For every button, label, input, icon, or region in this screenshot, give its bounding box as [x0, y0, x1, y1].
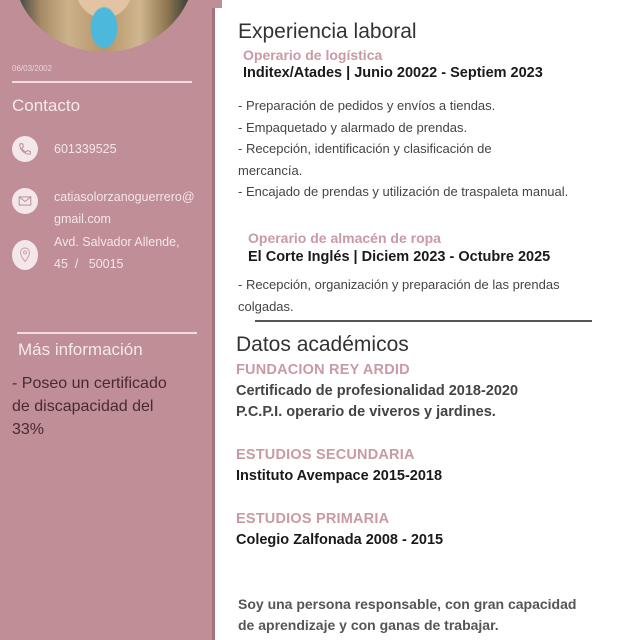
address-line-2: 45 / 50015: [54, 257, 124, 271]
education-title: Datos académicos: [236, 333, 409, 356]
job-title: Operario de logística: [243, 47, 383, 63]
bullet-item: - Recepción, organización y preparación de las prendas colgadas.: [238, 277, 560, 314]
phone-number: 601339525: [54, 142, 117, 156]
profile-photo: [14, 0, 194, 52]
bullet-item: - Encajado de prendas y utilización de traspaleta manual.: [238, 184, 569, 199]
email-line-2: gmail.com: [54, 212, 111, 226]
section-divider: [255, 320, 592, 322]
bullet-item: - Preparación de pedidos y envíos a tiendas.: [238, 98, 496, 113]
location-pin-icon: [12, 240, 38, 270]
email-address[interactable]: [54, 186, 195, 230]
edu-institution: FUNDACION REY ARDID: [236, 362, 410, 378]
sidebar-tab: [200, 0, 222, 8]
experience-title: Experiencia laboral: [238, 20, 417, 43]
birth-date: 06/03/2002: [12, 64, 53, 73]
sidebar: [0, 0, 215, 640]
contact-title: Contacto: [12, 96, 81, 115]
edu-line: Colegio Zalfonada 2008 - 2015: [236, 532, 444, 548]
job-meta: Inditex/Atades | Junio 20022 - Septiem 2023: [243, 65, 543, 81]
job-title: Operario de almacén de ropa: [248, 230, 441, 246]
edu-line: P.C.P.I. operario de viveros y jardines.: [236, 404, 496, 420]
edu-institution: ESTUDIOS SECUNDARIA: [236, 447, 415, 463]
address-line-1: Avd. Salvador Allende,: [54, 235, 180, 249]
edu-line: Certificado de profesionalidad 2018-2020: [236, 383, 519, 399]
phone-icon: [12, 136, 38, 162]
edu-line: Instituto Avempace 2015-2018: [236, 468, 443, 484]
mail-icon: [12, 188, 38, 214]
email-line-1: catiasolorzanoguerrero@: [54, 190, 195, 204]
contact-address: [12, 231, 180, 275]
address: [54, 231, 180, 275]
bullet-item: - Recepción, identificación y clasificación de mercancía.: [238, 141, 492, 178]
contact-email: [12, 186, 195, 230]
divider: [17, 332, 197, 334]
more-info-title: Más información: [18, 340, 143, 359]
personal-summary: Soy una persona responsable, con gran capacidad de aprendizaje y con ganas de trabajar.: [238, 596, 577, 633]
job-bullets: [238, 274, 598, 317]
more-info-text: - Poseo un certificado de discapacidad del 33%: [12, 375, 167, 438]
job-bullets: [238, 95, 598, 203]
edu-institution: ESTUDIOS PRIMARIA: [236, 511, 390, 527]
job-meta: El Corte Inglés | Diciem 2023 - Octubre 2025: [248, 249, 551, 265]
bullet-item: - Empaquetado y alarmado de prendas.: [238, 119, 468, 135]
divider: [12, 81, 192, 83]
contact-phone: [12, 136, 117, 162]
